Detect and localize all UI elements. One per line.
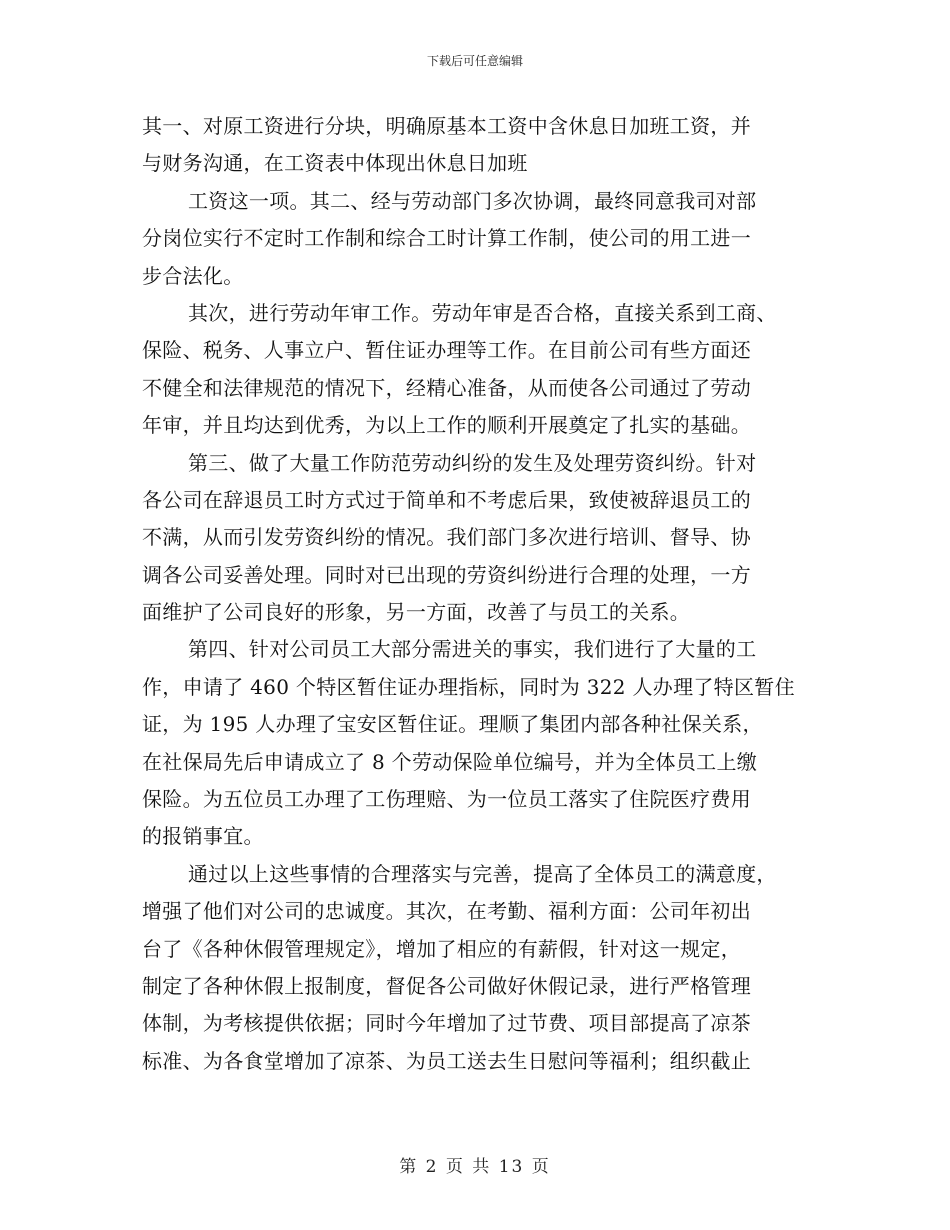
page-footer: 第 2 页 共 13 页 xyxy=(399,1157,551,1177)
text-line: 第四、针对公司员工大部分需进关的事实，我们进行了大量的工 xyxy=(188,637,757,662)
text-line: 保险。为五位员工办理了工伤理赔、为一位员工落实了住院医疗费用 xyxy=(142,787,751,812)
text-line: 证，为 195 人办理了宝安区暂住证。理顺了集团内部各种社保关系， xyxy=(142,712,763,737)
text-line: 标准、为各食堂增加了凉茶、为员工送去生日慰问等福利；组织截止 xyxy=(142,1048,751,1073)
text-line: 的报销事宜。 xyxy=(142,824,264,849)
text-line: 其次，进行劳动年审工作。劳动年审是否合格，直接关系到工商、 xyxy=(188,300,777,325)
page-header: 下载后可任意编辑 xyxy=(426,54,523,68)
text-line: 各公司在辞退员工时方式过于简单和不考虑后果，致使被辞退员工的 xyxy=(142,487,751,512)
text-line: 制定了各种休假上报制度，督促各公司做好休假记录，进行严格管理 xyxy=(142,973,751,998)
text-line: 与财务沟通，在工资表中体现出休息日加班 xyxy=(142,151,528,176)
text-line: 年审，并且均达到优秀，为以上工作的顺利开展奠定了扎实的基础。 xyxy=(142,413,751,438)
text-line: 不健全和法律规范的情况下，经精心准备，从而使各公司通过了劳动 xyxy=(142,375,751,400)
text-line: 体制，为考核提供依据；同时今年增加了过节费、项目部提高了凉茶 xyxy=(142,1011,751,1036)
text-line: 其一、对原工资进行分块，明确原基本工资中含休息日加班工资，并 xyxy=(142,114,751,138)
text-line: 步合法化。 xyxy=(142,263,244,288)
text-line: 作，申请了 460 个特区暂住证办理指标，同时为 322 人办理了特区暂住 xyxy=(142,674,795,699)
body-text xyxy=(142,108,808,1080)
text-line: 面维护了公司良好的形象，另一方面，改善了与员工的关系。 xyxy=(142,600,691,625)
text-line: 保险、税务、人事立户、暂住证办理等工作。在目前公司有些方面还 xyxy=(142,338,751,363)
text-line: 不满，从而引发劳资纠纷的情况。我们部门多次进行培训、督导、协 xyxy=(142,525,751,550)
text-line: 台了《各种休假管理规定》，增加了相应的有薪假，针对这一规定， xyxy=(142,936,741,961)
text-line: 通过以上这些事情的合理落实与完善，提高了全体员工的满意度， xyxy=(188,861,777,886)
text-line: 增强了他们对公司的忠诚度。其次，在考勤、福利方面：公司年初出 xyxy=(142,899,751,924)
text-line: 工资这一项。其二、经与劳动部门多次协调，最终同意我司对部 xyxy=(188,188,757,213)
text-line: 在社保局先后申请成立了 8 个劳动保险单位编号，并为全体员工上缴 xyxy=(142,749,758,774)
text-line: 第三、做了大量工作防范劳动纠纷的发生及处理劳资纠纷。针对 xyxy=(188,450,757,475)
text-line: 分岗位实行不定时工作制和综合工时计算工作制，使公司的用工进一 xyxy=(142,226,751,251)
text-line: 调各公司妥善处理。同时对已出现的劳资纠纷进行合理的处理，一方 xyxy=(142,562,751,587)
